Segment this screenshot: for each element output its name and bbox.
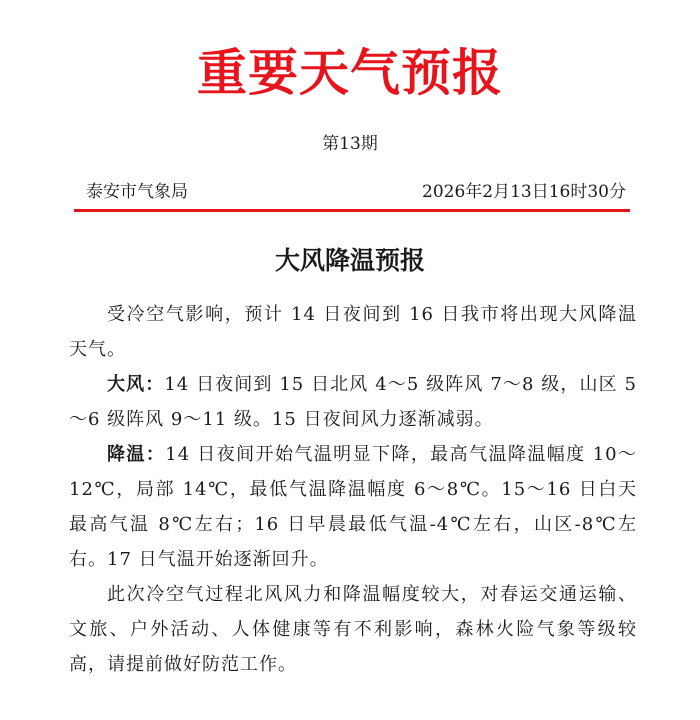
issuing-agency: 泰安市气象局 [86,182,188,202]
red-divider-line [74,209,630,212]
wind-paragraph [69,367,637,437]
intro-paragraph: 受冷空气影响，预计 14 日夜间到 16 日我市将出现大风降温天气。 [69,304,637,360]
cooling-paragraph [69,437,637,577]
cooling-lead-label: 降温： [107,444,166,465]
wind-paragraph-text: 14 日夜间到 15 日北风 4～5 级阵风 7～8 级，山区 5～6 级阵风 9～11 级。15 日夜间风力逐渐减弱。 [69,374,637,430]
wind-lead-label: 大风： [107,374,165,395]
cooling-paragraph-text: 14 日夜间开始气温明显下降，最高气温降温幅度 10～12℃，局部 14℃，最低气温降温幅度 6～8℃。15～16 日白天最高气温 8℃左右；16 日早晨最低气温-4℃左右，山区-8℃左右。17 日气温开始逐渐回升。 [69,444,638,570]
issue-number: 第13期 [322,134,378,154]
forecast-body [69,297,637,682]
section-title: 大风降温预报 [274,246,425,275]
issue-datetime: 2026年2月13日16时30分 [422,182,626,202]
document-header-row [86,178,626,206]
impact-paragraph: 此次冷空气过程北风风力和降温幅度较大，对春运交通运输、文旅、户外活动、人体健康等有不利影响，森林火险气象等级较高，请提前做好防范工作。 [69,584,637,675]
document-title: 重要天气预报 [197,43,503,102]
